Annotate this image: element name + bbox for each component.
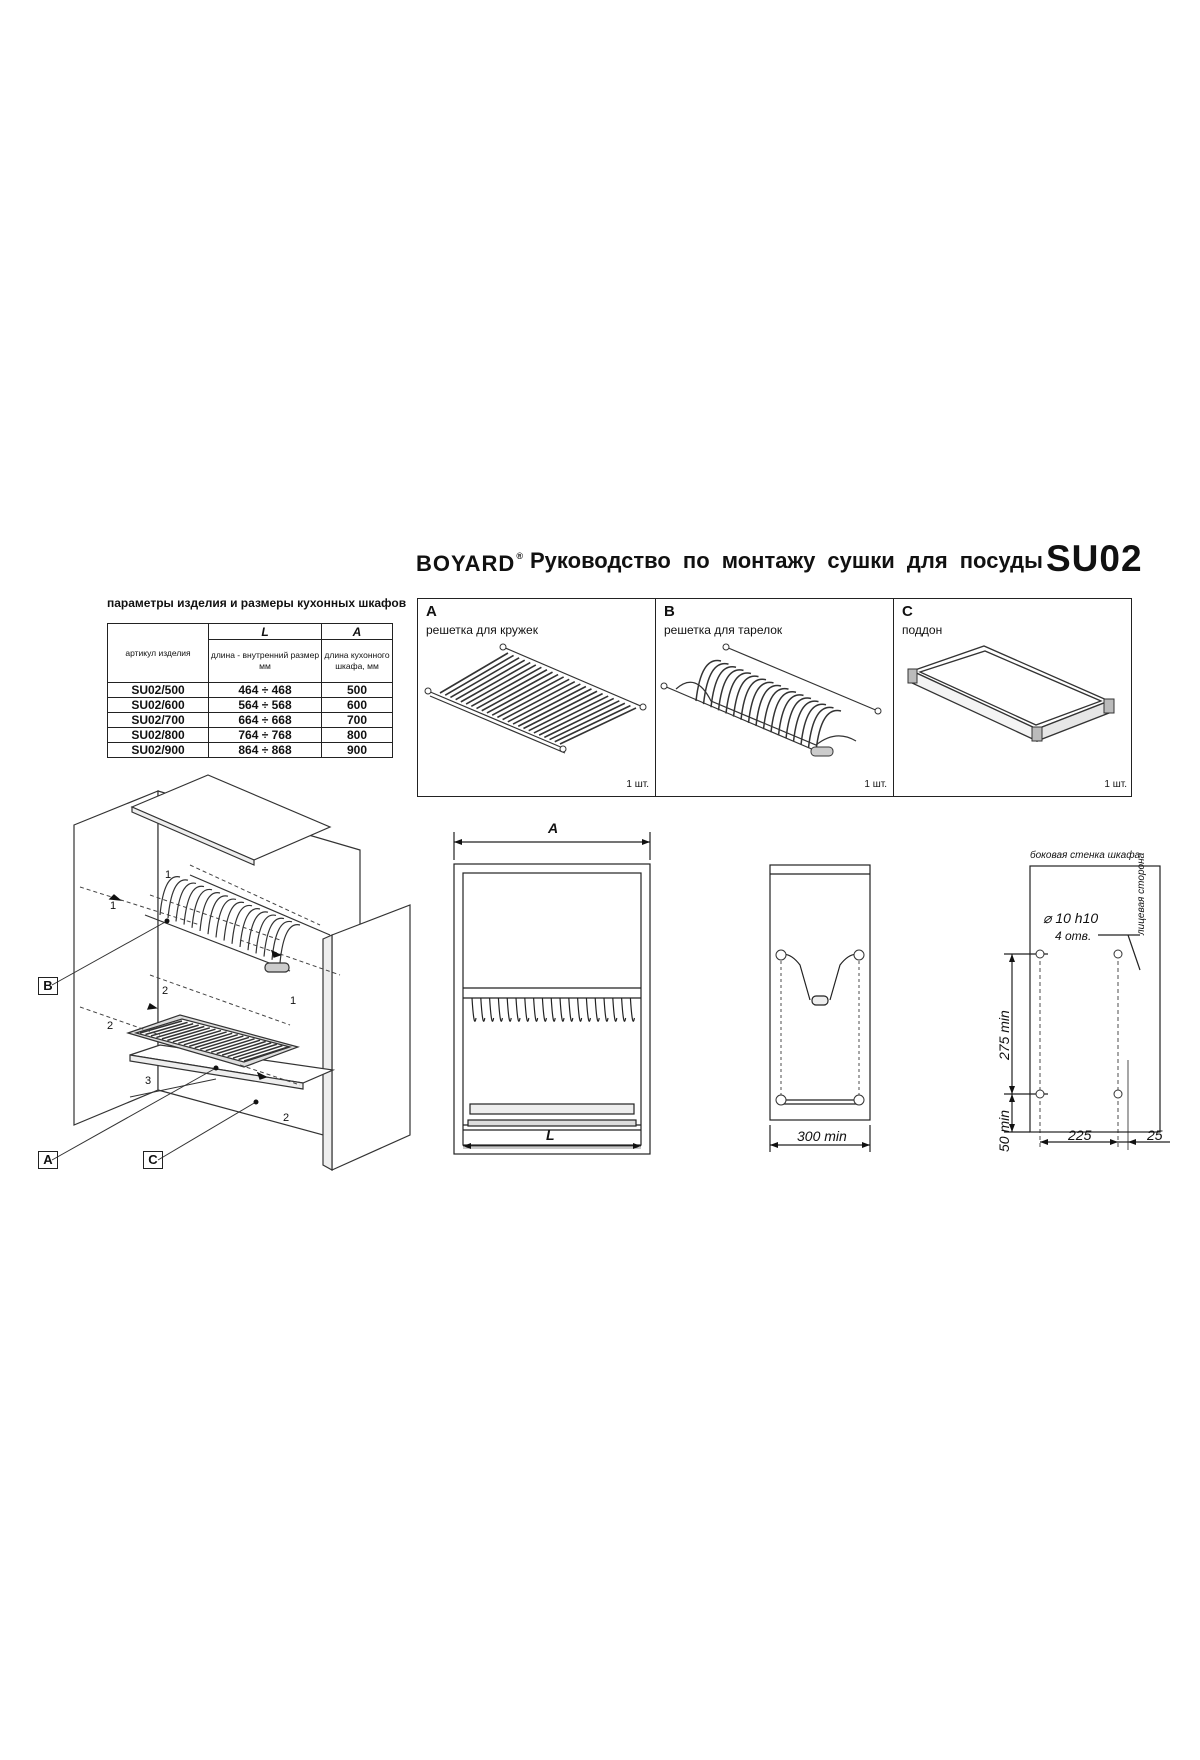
plate-wire bbox=[534, 998, 538, 1021]
dim-L-line bbox=[450, 1138, 670, 1158]
cell-article: SU02/600 bbox=[108, 698, 209, 713]
brand-logo bbox=[416, 551, 524, 577]
dim-275: 275 min bbox=[996, 1010, 1012, 1060]
dim-50: 50 min bbox=[996, 1109, 1012, 1152]
plate-wire bbox=[630, 998, 634, 1021]
step-label: 2 bbox=[283, 1112, 290, 1124]
col-A-desc: длина кухонного шкафа, мм bbox=[322, 640, 393, 683]
part-name: решетка для кружек bbox=[426, 623, 538, 637]
part-name: поддон bbox=[902, 623, 943, 637]
cell-article: SU02/700 bbox=[108, 713, 209, 728]
cell-A: 700 bbox=[322, 713, 393, 728]
cell-article: SU02/500 bbox=[108, 683, 209, 698]
hole-diameter: ⌀ 10 h10 bbox=[1043, 910, 1099, 926]
part-tray bbox=[893, 599, 1133, 796]
part-name: решетка для тарелок bbox=[664, 623, 783, 637]
table-row bbox=[108, 713, 393, 728]
plate-wire bbox=[586, 998, 590, 1021]
parts-list bbox=[417, 598, 1132, 797]
cell-L: 464 ÷ 468 bbox=[209, 683, 322, 698]
cell-A: 600 bbox=[322, 698, 393, 713]
side-wall-label: боковая стенка шкафа bbox=[1030, 850, 1141, 861]
plate-wire bbox=[490, 998, 494, 1021]
callout-A: A bbox=[38, 1151, 58, 1169]
hole-layout bbox=[990, 860, 1180, 1160]
wire-bar bbox=[555, 706, 631, 742]
spec-table bbox=[107, 623, 393, 758]
plate-wire bbox=[472, 998, 476, 1021]
plate-wire bbox=[516, 998, 520, 1021]
col-L-desc: длина - внутренний размер мм bbox=[209, 640, 322, 683]
part-cup-rack bbox=[418, 599, 655, 796]
cell-L: 764 ÷ 768 bbox=[209, 728, 322, 743]
table-caption: параметры изделия и размеры кухонных шкафов bbox=[107, 596, 407, 610]
table-row bbox=[108, 728, 393, 743]
cell-L: 864 ÷ 868 bbox=[209, 743, 322, 758]
plate-wire bbox=[595, 998, 599, 1021]
plate-wire bbox=[525, 998, 529, 1021]
side-view bbox=[760, 860, 880, 1160]
part-quantity: 1 шт. bbox=[864, 779, 887, 790]
part-letter: C bbox=[902, 603, 913, 620]
registered-mark: ® bbox=[516, 551, 524, 561]
part-letter: A bbox=[426, 603, 437, 620]
step-label: 1 bbox=[165, 869, 172, 881]
step-label: 3 bbox=[145, 1075, 152, 1087]
col-article-header: артикул изделия bbox=[108, 624, 209, 683]
plate-wire bbox=[604, 998, 608, 1021]
dim-depth: 300 min bbox=[797, 1128, 847, 1144]
part-letter: B bbox=[664, 603, 675, 620]
tray-drawing bbox=[894, 641, 1134, 761]
plate-wire bbox=[613, 998, 617, 1021]
dim-225: 225 bbox=[1068, 1127, 1092, 1143]
cup-rack-drawing bbox=[418, 641, 655, 761]
step-label: 1 bbox=[110, 900, 117, 912]
part-plate-rack bbox=[655, 599, 893, 796]
table-row bbox=[108, 698, 393, 713]
plate-wire bbox=[498, 998, 502, 1021]
step-label: 2 bbox=[162, 985, 169, 997]
part-quantity: 1 шт. bbox=[1104, 779, 1127, 790]
cell-L: 664 ÷ 668 bbox=[209, 713, 322, 728]
wire-bar bbox=[560, 708, 636, 744]
plate-wire bbox=[551, 998, 555, 1021]
dim-25: 25 bbox=[1147, 1127, 1163, 1143]
assembly-view bbox=[40, 775, 420, 1175]
dim-A: A bbox=[548, 820, 559, 836]
callout-B: B bbox=[38, 977, 58, 995]
face-side-label: лицевая сторона bbox=[1136, 852, 1147, 935]
cell-A: 800 bbox=[322, 728, 393, 743]
plate-wire bbox=[816, 711, 841, 752]
col-A-header: A bbox=[322, 624, 393, 640]
step-label: 2 bbox=[107, 1020, 114, 1032]
cell-L: 564 ÷ 568 bbox=[209, 698, 322, 713]
dim-L: L bbox=[546, 1127, 555, 1143]
right-wall bbox=[332, 905, 410, 1170]
callout-C: C bbox=[143, 1151, 163, 1169]
cell-article: SU02/900 bbox=[108, 743, 209, 758]
plate-wire bbox=[578, 998, 582, 1021]
cell-A: 500 bbox=[322, 683, 393, 698]
model-number: SU02 bbox=[1046, 538, 1143, 579]
part-quantity: 1 шт. bbox=[626, 779, 649, 790]
plate-wire bbox=[569, 998, 573, 1021]
plate-wire bbox=[560, 998, 564, 1021]
step-label: 1 bbox=[290, 995, 297, 1007]
col-L-header: L bbox=[209, 624, 322, 640]
hole-count: 4 отв. bbox=[1055, 929, 1092, 943]
plate-wire bbox=[622, 998, 626, 1021]
table-row bbox=[108, 683, 393, 698]
table-row bbox=[108, 743, 393, 758]
plate-wire bbox=[542, 998, 546, 1021]
cell-A: 900 bbox=[322, 743, 393, 758]
plate-rack-drawing bbox=[656, 641, 894, 761]
page-title: Руководство по монтажу сушки для посуды bbox=[530, 548, 1043, 573]
front-view bbox=[450, 830, 670, 1160]
brand-name: BOYARD bbox=[416, 551, 516, 576]
cell-article: SU02/800 bbox=[108, 728, 209, 743]
plate-wire bbox=[507, 998, 511, 1021]
plate-wire bbox=[481, 998, 485, 1021]
